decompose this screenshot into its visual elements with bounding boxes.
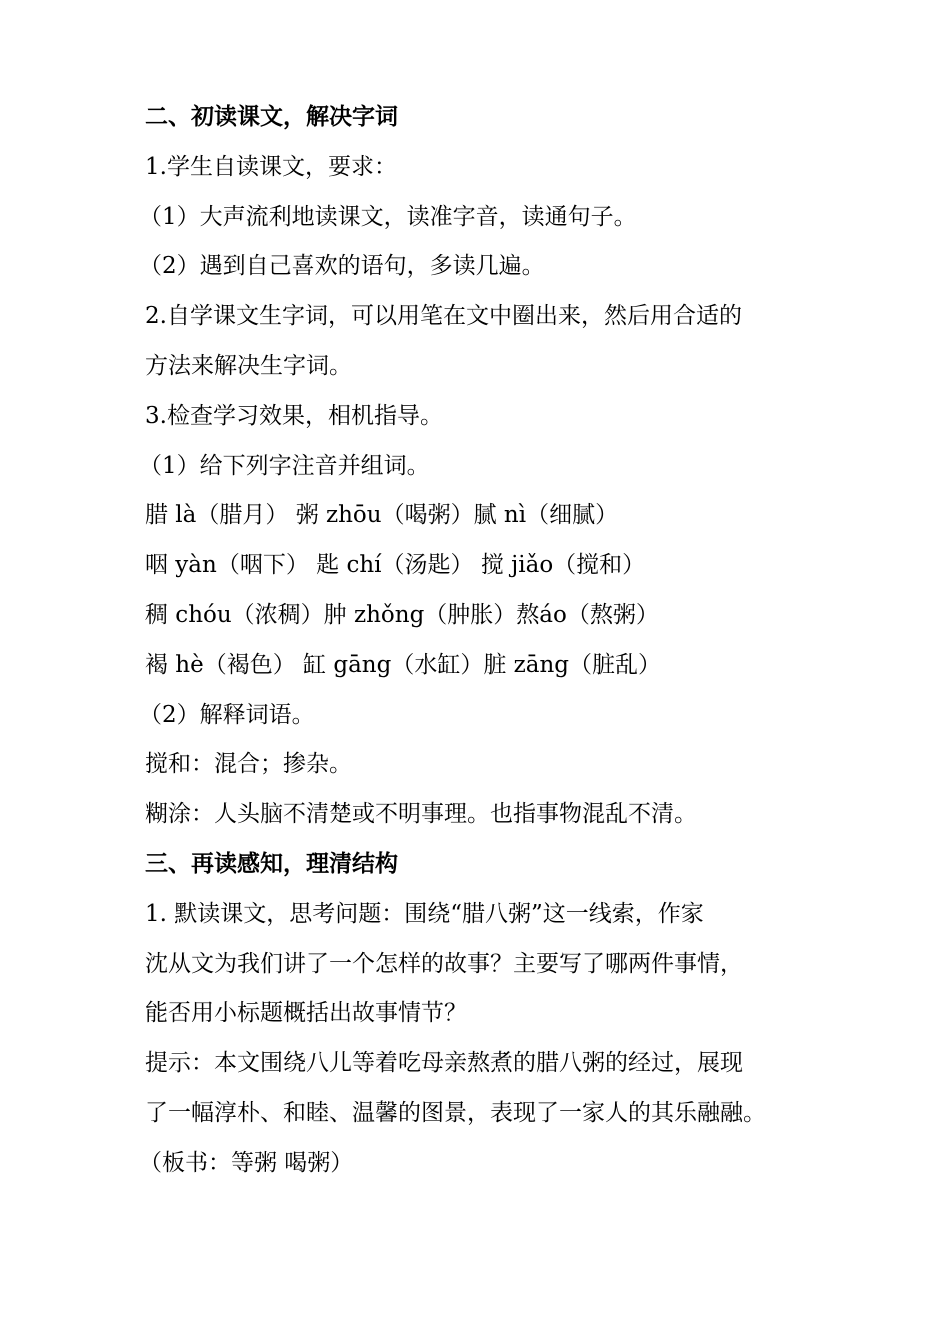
paragraph-line: 能否用小标题概括出故事情节？ [145,1000,467,1027]
vocab-line: 咽 yàn（咽下） 匙 chí（汤匙） 搅 jiǎo（搅和） [145,552,646,579]
paragraph-line: 2.自学课文生字词，可以用笔在文中圈出来，然后用合适的 [145,303,742,330]
section-heading-3: 三、再读感知，理清结构 [145,850,398,877]
paragraph-line: （1）大声流利地读课文，读准字音，读通句子。 [139,203,637,230]
paragraph-line: （2）解释词语。 [139,701,315,728]
vocab-line: 腊 là（腊月） 粥 zhōu（喝粥）腻 nì（细腻） [145,502,619,529]
vocab-line: 褐 hè（褐色） 缸 gāng（水缸）脏 zāng（脏乱） [145,651,662,678]
paragraph-line: （2）遇到自己喜欢的语句，多读几遍。 [139,253,545,280]
paragraph-line: 1.学生自读课文，要求： [145,153,397,180]
paragraph-line: 方法来解决生字词。 [145,352,352,379]
section-heading-2: 二、初读课文，解决字词 [145,104,398,130]
paragraph-line: 提示：本文围绕八儿等着吃母亲熬煮的腊八粥的经过，展现 [145,1050,743,1077]
definition-line: 糊涂：人头脑不清楚或不明事理。也指事物混乱不清。 [145,801,697,828]
paragraph-line: 1. 默读课文，思考问题：围绕“腊八粥”这一线索，作家 [145,900,704,927]
document-page [139,93,825,1189]
definition-line: 搅和：混合；掺杂。 [145,751,352,778]
paragraph-line: 沈从文为我们讲了一个怎样的故事？主要写了哪两件事情， [145,950,743,977]
paragraph-line: 3.检查学习效果，相机指导。 [145,402,443,429]
paragraph-line: 了一幅淳朴、和睦、温馨的图景，表现了一家人的其乐融融。 [145,1099,766,1126]
paragraph-line: （1）给下列字注音并组词。 [139,452,430,479]
vocab-line: 稠 chóu（浓稠）肿 zhǒng（肿胀）熬áo（熬粥） [145,601,659,628]
board-note-line: （板书：等粥 喝粥） [139,1149,354,1176]
